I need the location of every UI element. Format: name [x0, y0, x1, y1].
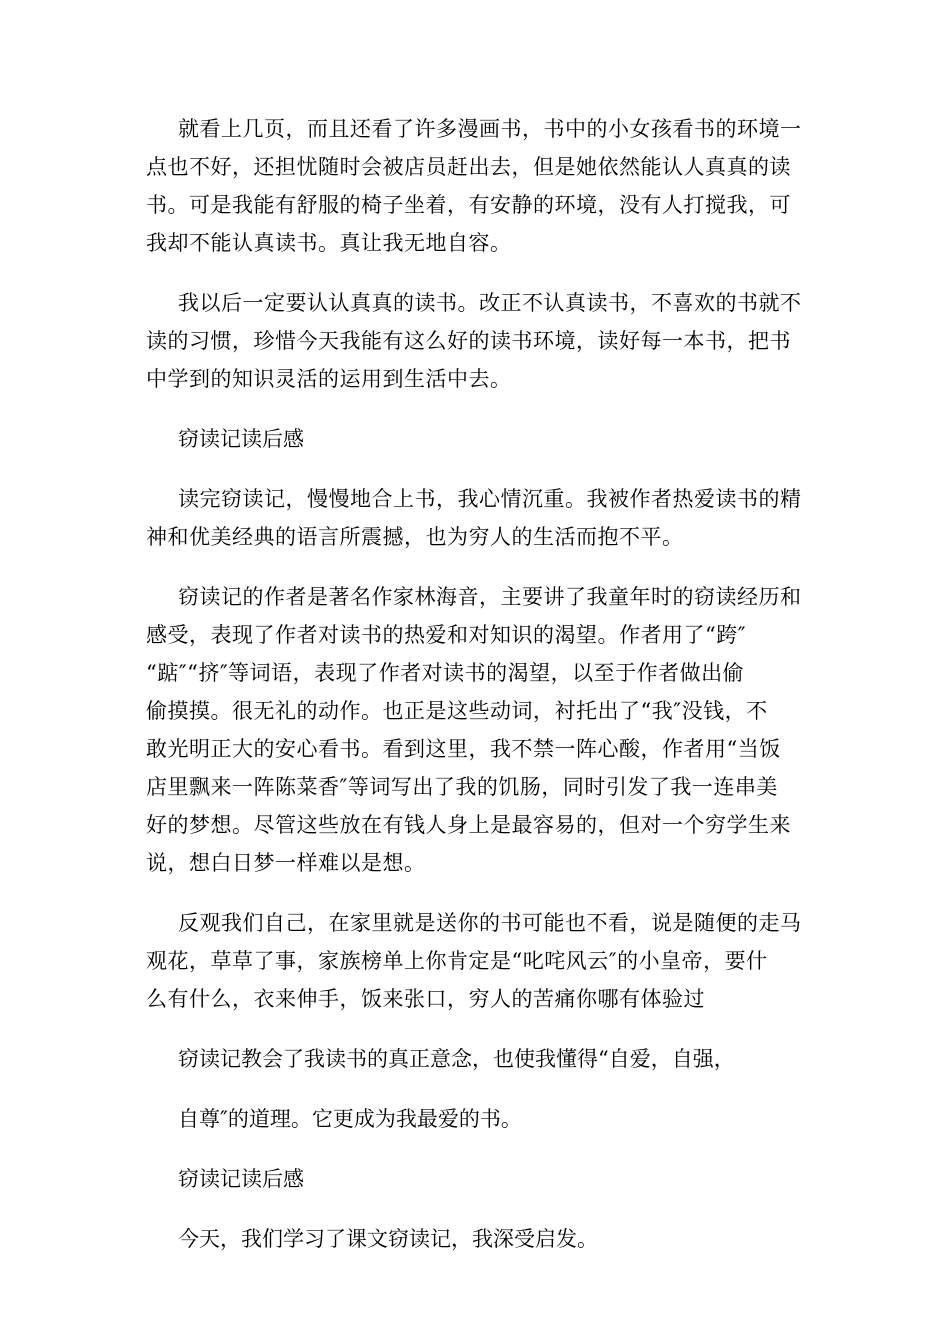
paragraph-3	[146, 480, 810, 556]
text-line: 敢光明正大的安心看书。看到这里，我不禁一阵心酸，作者用“当饭	[146, 737, 781, 761]
text-line: 我却不能认真读书。真让我无地自容。	[146, 231, 512, 255]
text-line: 说，想白日梦一样难以是想。	[146, 851, 426, 875]
last-line: 今天，我们学习了课文窃读记，我深受启发。	[178, 1227, 598, 1251]
section-heading-1: 窃读记读后感	[178, 427, 304, 451]
text-line: 读完窃读记，慢慢地合上书，我心情沉重。我被作者热爱读书的精	[178, 487, 802, 511]
text-line: 点也不好，还担忧随时会被店员赶出去，但是她依然能认人真真的读	[146, 155, 791, 179]
text-line: 书。可是我能有舒服的椅子坐着，有安静的环境，没有人打搅我，可	[146, 193, 791, 217]
text-line: 窃读记的作者是著名作家林海音，主要讲了我童年时的窃读经历和	[178, 585, 802, 609]
section-heading-2: 窃读记读后感	[178, 1167, 304, 1191]
document-page	[146, 110, 810, 1280]
paragraph-1	[146, 110, 810, 262]
short-line-1: 窃读记教会了我读书的真正意念，也使我懂得“自爱，自强，	[178, 1047, 735, 1071]
paragraph-5	[146, 904, 810, 1018]
text-line: 反观我们自己，在家里就是送你的书可能也不看，说是随便的走马	[178, 911, 802, 935]
text-line: 读的习惯，珍惜今天我能有这么好的读书环境，读好每一本书，把书	[146, 329, 791, 353]
text-line: 么有什么，衣来伸手，饭来张口，穷人的苦痛你哪有体验过	[146, 987, 705, 1011]
text-line: 我以后一定要认认真真的读书。改正不认真读书，不喜欢的书就不	[178, 291, 802, 315]
paragraph-4	[146, 578, 810, 882]
text-line: 偷摸摸。很无礼的动作。也正是这些动词，衬托出了“我″没钱，不	[146, 699, 768, 723]
paragraph-2	[146, 284, 810, 398]
text-line: 感受，表现了作者对读书的热爱和对知识的渴望。作者用了“跨″	[146, 623, 747, 647]
short-line-2: 自尊″的道理。它更成为我最爱的书。	[178, 1107, 522, 1131]
text-line: 中学到的知识灵活的运用到生活中去。	[146, 367, 512, 391]
text-line: 就看上几页，而且还看了许多漫画书，书中的小女孩看书的环境一	[178, 117, 802, 141]
text-line: 店里飘来一阵陈菜香″等词写出了我的饥肠，同时引发了我一连串美	[146, 775, 778, 799]
text-line: “踮″“挤″等词语，表现了作者对读书的渴望，以至于作者做出偷	[146, 661, 745, 685]
text-line: 观花，草草了事，家族榜单上你肯定是“叱咤风云″的小皇帝，要什	[146, 949, 768, 973]
text-line: 神和优美经典的语言所震撼，也为穷人的生活而抱不平。	[146, 525, 684, 549]
text-line: 好的梦想。尽管这些放在有钱人身上是最容易的，但对一个穷学生来	[146, 813, 791, 837]
